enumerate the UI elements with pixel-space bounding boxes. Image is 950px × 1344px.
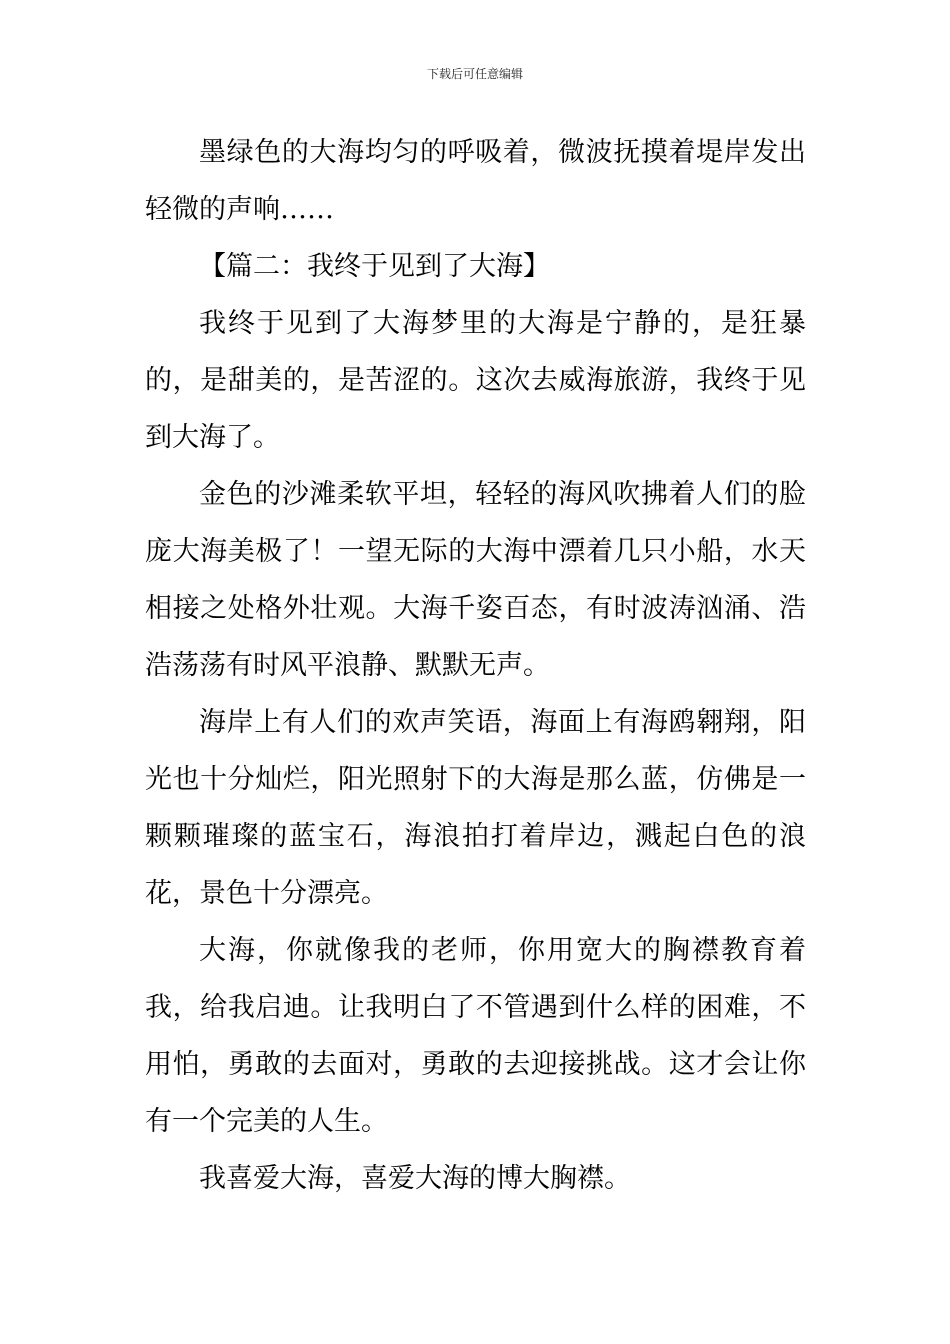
paragraph-4: 海岸上有人们的欢声笑语，海面上有海鸥翱翔，阳光也十分灿烂，阳光照射下的大海是那么蓝，仿佛是一颗颗璀璨的蓝宝石，海浪拍打着岸边，溅起白色的浪花，景色十分漂亮。 (145, 707, 806, 909)
paragraph-2: 我终于见到了大海梦里的大海是宁静的，是狂暴的，是甜美的，是苦涩的。这次去威海旅游，我终于见到大海了。 (145, 308, 806, 453)
paragraph-5: 大海，你就像我的老师，你用宽大的胸襟教育着我，给我启迪。让我明白了不管遇到什么样的困难，不用怕，勇敢的去面对，勇敢的去迎接挑战。这才会让你有一个完美的人生。 (145, 935, 806, 1137)
document-body (145, 124, 806, 1207)
paragraph-3: 金色的沙滩柔软平坦，轻轻的海风吹拂着人们的脸庞大海美极了！一望无际的大海中漂着几只小船，水天相接之处格外壮观。大海千姿百态，有时波涛汹涌、浩浩荡荡有时风平浪静、默默无声。 (145, 479, 806, 681)
page-header: 下载后可任意编辑 (426, 67, 523, 81)
paragraph-6: 我喜爱大海，喜爱大海的博大胸襟。 (199, 1163, 631, 1194)
section-heading: 【篇二：我终于见到了大海】 (199, 251, 550, 282)
paragraph-1: 墨绿色的大海均匀的呼吸着，微波抚摸着堤岸发出轻微的声响…… (145, 137, 806, 225)
